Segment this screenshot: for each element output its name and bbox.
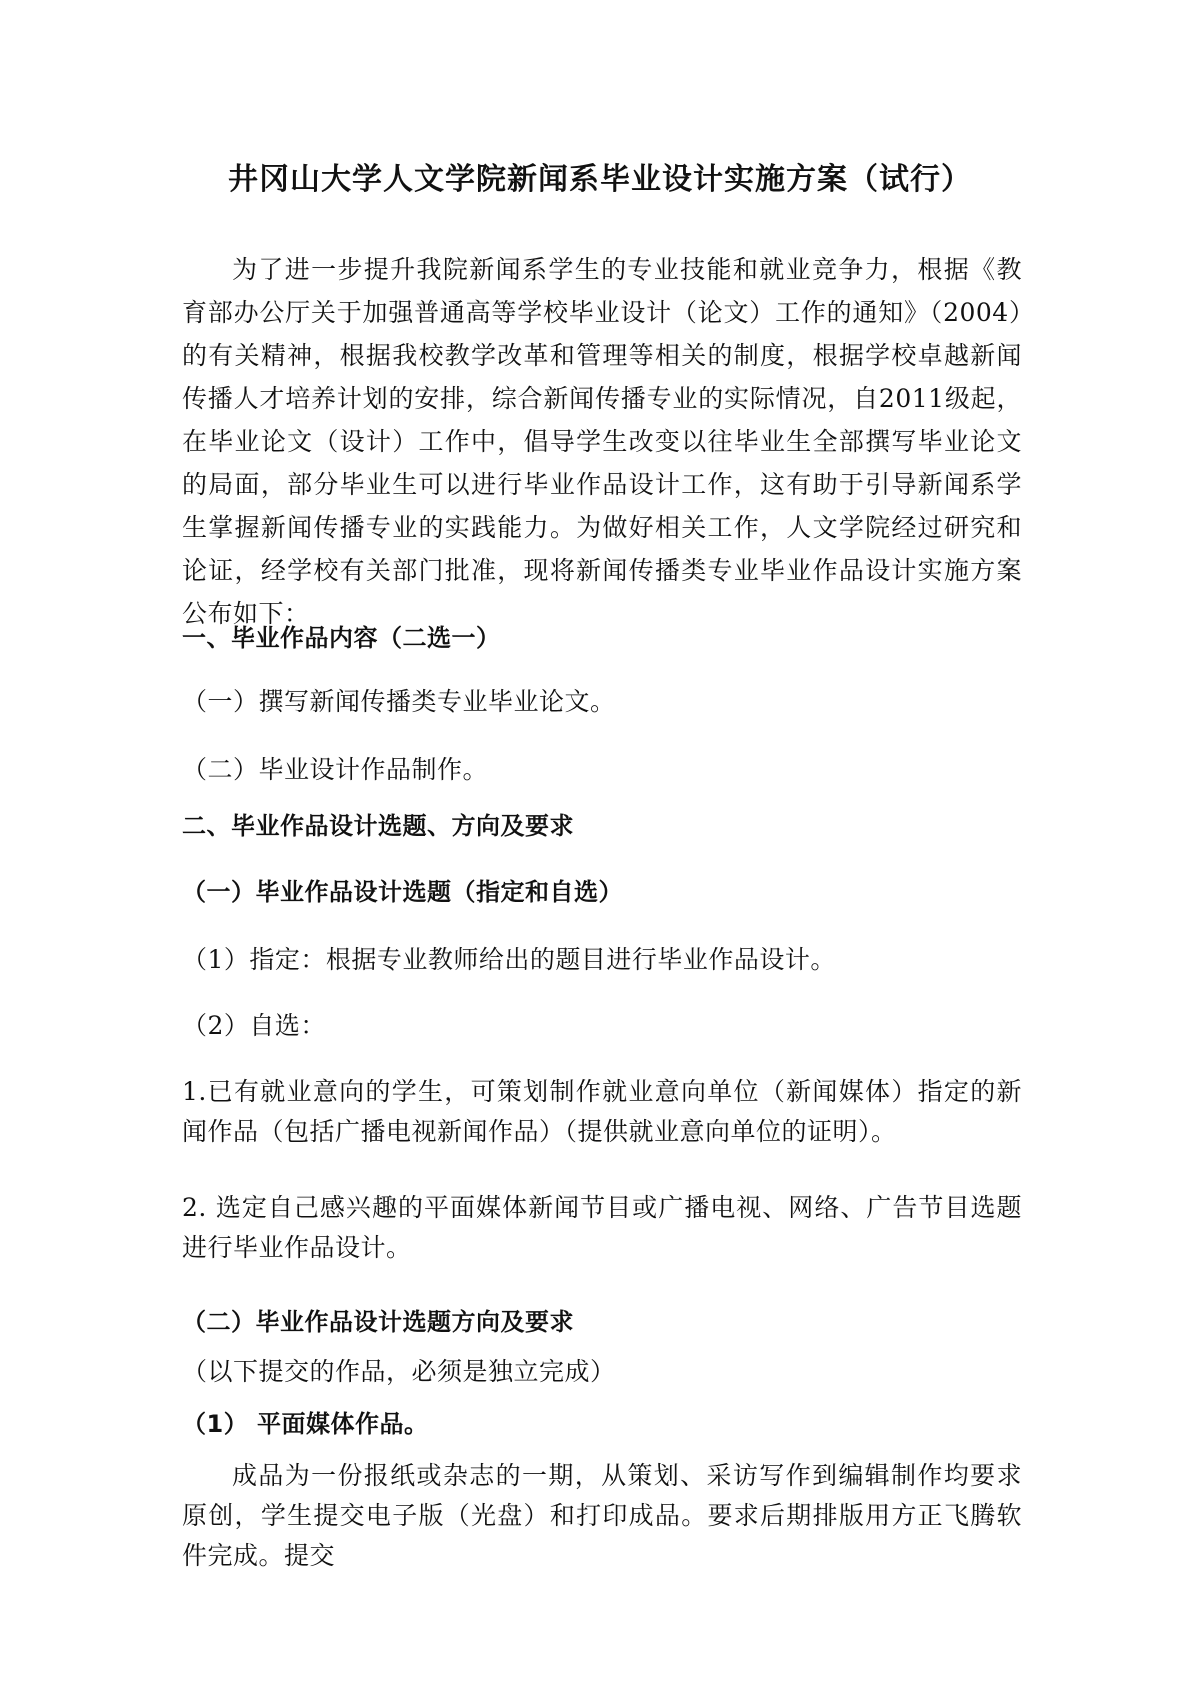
- self-selected-option-1: 1.已有就业意向的学生，可策划制作就业意向单位（新闻媒体）指定的新闻作品（包括广播电视新闻作品）（提供就业意向单位的证明）。: [182, 1077, 1022, 1146]
- document-title: 井冈山大学人文学院新闻系毕业设计实施方案（试行）: [228, 162, 972, 197]
- independent-completion-note: （以下提交的作品，必须是独立完成）: [182, 1357, 616, 1386]
- intro-paragraph: 为了进一步提升我院新闻系学生的专业技能和就业竞争力，根据《教育部办公厅关于加强普通高等学校毕业设计（论文）工作的通知》（2004）的有关精神，根据我校教学改革和管理等相关的制度，根据学校卓越新闻传播人才培养计划的安排，综合新闻传播专业的实际情况，自2011级起，在毕业论文（设计）工作中，倡导学生改变以往毕业生全部撰写毕业论文的局面，部分毕业生可以进行毕业作品设计工作，这有助于引导新闻系学生掌握新闻传播专业的实践能力。为做好相关工作，人文学院经过研究和论证，经学校有关部门批准，现将新闻传播类专业毕业作品设计实施方案公布如下：: [182, 255, 1022, 628]
- section-heading-topics: 二、毕业作品设计选题、方向及要求: [182, 812, 574, 840]
- print-media-description: 成品为一份报纸或杂志的一期，从策划、采访写作到编辑制作均要求原创，学生提交电子版（光盘）和打印成品。要求后期排版用方正飞腾软件完成。提交: [182, 1461, 1022, 1570]
- section-heading-content: 一、毕业作品内容（二选一）: [182, 624, 501, 652]
- self-selected-option-2: 2. 选定自己感兴趣的平面媒体新闻节目或广播电视、网络、广告节目选题进行毕业作品设计。: [182, 1193, 1022, 1262]
- subsection-heading-direction: （二）毕业作品设计选题方向及要求: [182, 1308, 574, 1336]
- topic-designated: （1）指定：根据专业教师给出的题目进行毕业作品设计。: [182, 945, 836, 974]
- content-option-thesis: （一）撰写新闻传播类专业毕业论文。: [182, 687, 616, 716]
- print-media-heading: （1） 平面媒体作品。: [182, 1410, 429, 1438]
- content-option-design: （二）毕业设计作品制作。: [182, 755, 489, 784]
- subsection-heading-topic-selection: （一）毕业作品设计选题（指定和自选）: [182, 878, 623, 906]
- topic-self-selected: （2）自选：: [182, 1011, 326, 1040]
